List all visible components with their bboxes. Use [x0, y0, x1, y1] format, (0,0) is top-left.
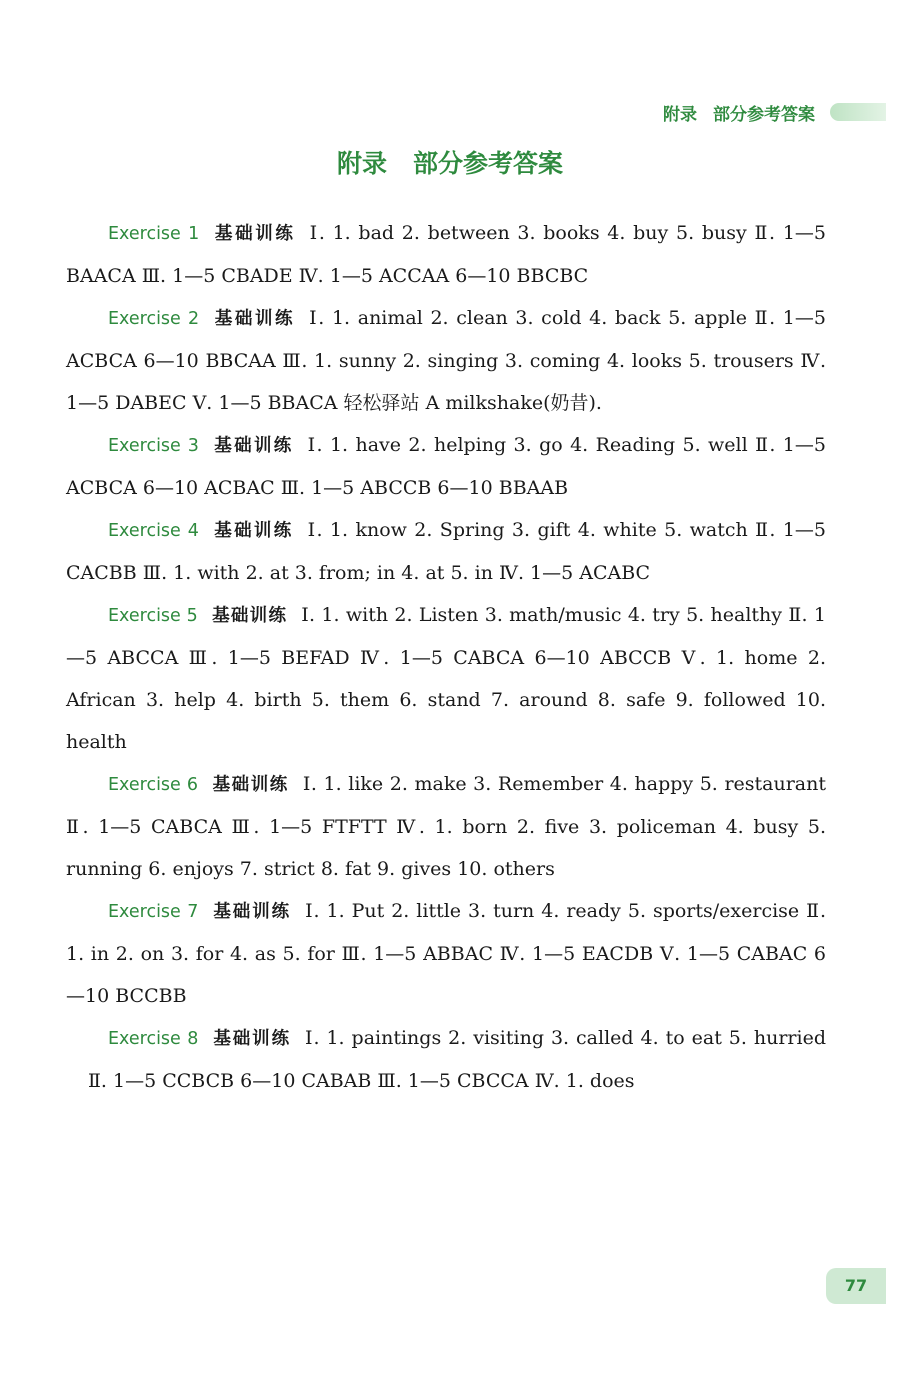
exercise-answers: Ⅰ. 1. Put 2. little 3. turn 4. ready 5. sports/exercise Ⅱ. 1. in 2. on 3. for 4. as 5. for Ⅲ. 1—5 ABBAC Ⅳ. 1—5 EACDB Ⅴ. 1—5 CABAC 6—10 BCCBB: [66, 900, 827, 1007]
exercise-answers: Ⅰ. 1. have 2. helping 3. go 4. Reading 5. well Ⅱ. 1—5 ACBCA 6—10 ACBAC Ⅲ. 1—5 ABCCB 6—10 BBAAB: [66, 434, 826, 499]
section-label: 基础训练: [212, 521, 294, 541]
exercise-label: Exercise 8: [108, 1029, 199, 1049]
section-label: 基础训练: [212, 775, 289, 795]
title-appendix: 附录: [336, 149, 387, 178]
exercise-answers: Ⅰ. 1. animal 2. clean 3. cold 4. back 5. apple Ⅱ. 1—5 ACBCA 6—10 BBCAA Ⅲ. 1. sunny 2. singing 3. coming 4. looks 5. trousers Ⅳ. 1—5 DABEC Ⅴ. 1—5 BBACA 轻松驿站 A milkshake(奶昔).: [66, 307, 826, 414]
exercise-answers: Ⅰ. 1. know 2. Spring 3. gift 4. white 5. watch Ⅱ. 1—5 CACBB Ⅲ. 1. with 2. at 3. from; in 4. at 5. in Ⅳ. 1—5 ACABC: [66, 519, 826, 584]
exercise-label: Exercise 5: [108, 606, 198, 626]
exercise-label: Exercise 1: [108, 224, 200, 244]
answer-content: [66, 212, 826, 1102]
exercise-label: Exercise 7: [108, 902, 199, 922]
page-number: 77: [826, 1268, 886, 1304]
exercise-5: [66, 594, 826, 763]
exercise-label: Exercise 4: [108, 521, 199, 541]
header-appendix: 附录: [663, 105, 697, 125]
exercise-label: Exercise 2: [108, 309, 200, 329]
exercise-answers: Ⅰ. 1. with 2. Listen 3. math/music 4. try 5. healthy Ⅱ. 1—5 ABCCA Ⅲ. 1—5 BEFAD Ⅳ. 1—5 CABCA 6—10 ABCCB Ⅴ. 1. home 2. African 3. help 4. birth 5. them 6. stand 7. around 8. safe 9. followed 10. health: [66, 604, 826, 753]
title-answers: 部分参考答案: [413, 149, 564, 178]
exercise-answers: Ⅰ. 1. like 2. make 3. Remember 4. happy 5. restaurant Ⅱ. 1—5 CABCA Ⅲ. 1—5 FTFTT Ⅳ. 1. born 2. five 3. policeman 4. busy 5. running 6. enjoys 7. strict 8. fat 9. gives 10. others: [66, 773, 827, 880]
running-header: [663, 100, 815, 125]
section-label: 基础训练: [211, 606, 288, 626]
section-label: 基础训练: [213, 309, 296, 329]
exercise-3: [66, 424, 826, 509]
page-title: [0, 144, 900, 180]
header-answers: 部分参考答案: [713, 105, 815, 125]
section-label: 基础训练: [212, 902, 292, 922]
exercise-label: Exercise 6: [108, 775, 199, 795]
exercise-7: [66, 890, 826, 1017]
section-label: 基础训练: [213, 224, 296, 244]
exercise-answers: Ⅰ. 1. paintings 2. visiting 3. called 4. to eat 5. hurried Ⅱ. 1—5 CCBCB 6—10 CABAB Ⅲ. 1—5 CBCCA Ⅳ. 1. does: [88, 1027, 826, 1092]
header-decor-bar: [830, 103, 886, 121]
exercise-2: [66, 297, 826, 424]
exercise-4: [66, 509, 826, 594]
exercise-label: Exercise 3: [108, 436, 199, 456]
section-label: 基础训练: [212, 436, 294, 456]
exercise-6: [66, 763, 826, 890]
exercise-1: [66, 212, 826, 297]
exercise-8: [66, 1017, 826, 1102]
exercise-answers: Ⅰ. 1. bad 2. between 3. books 4. buy 5. busy Ⅱ. 1—5 BAACA Ⅲ. 1—5 CBADE Ⅳ. 1—5 ACCAA 6—10 BBCBC: [66, 222, 826, 287]
section-label: 基础训练: [212, 1029, 292, 1049]
